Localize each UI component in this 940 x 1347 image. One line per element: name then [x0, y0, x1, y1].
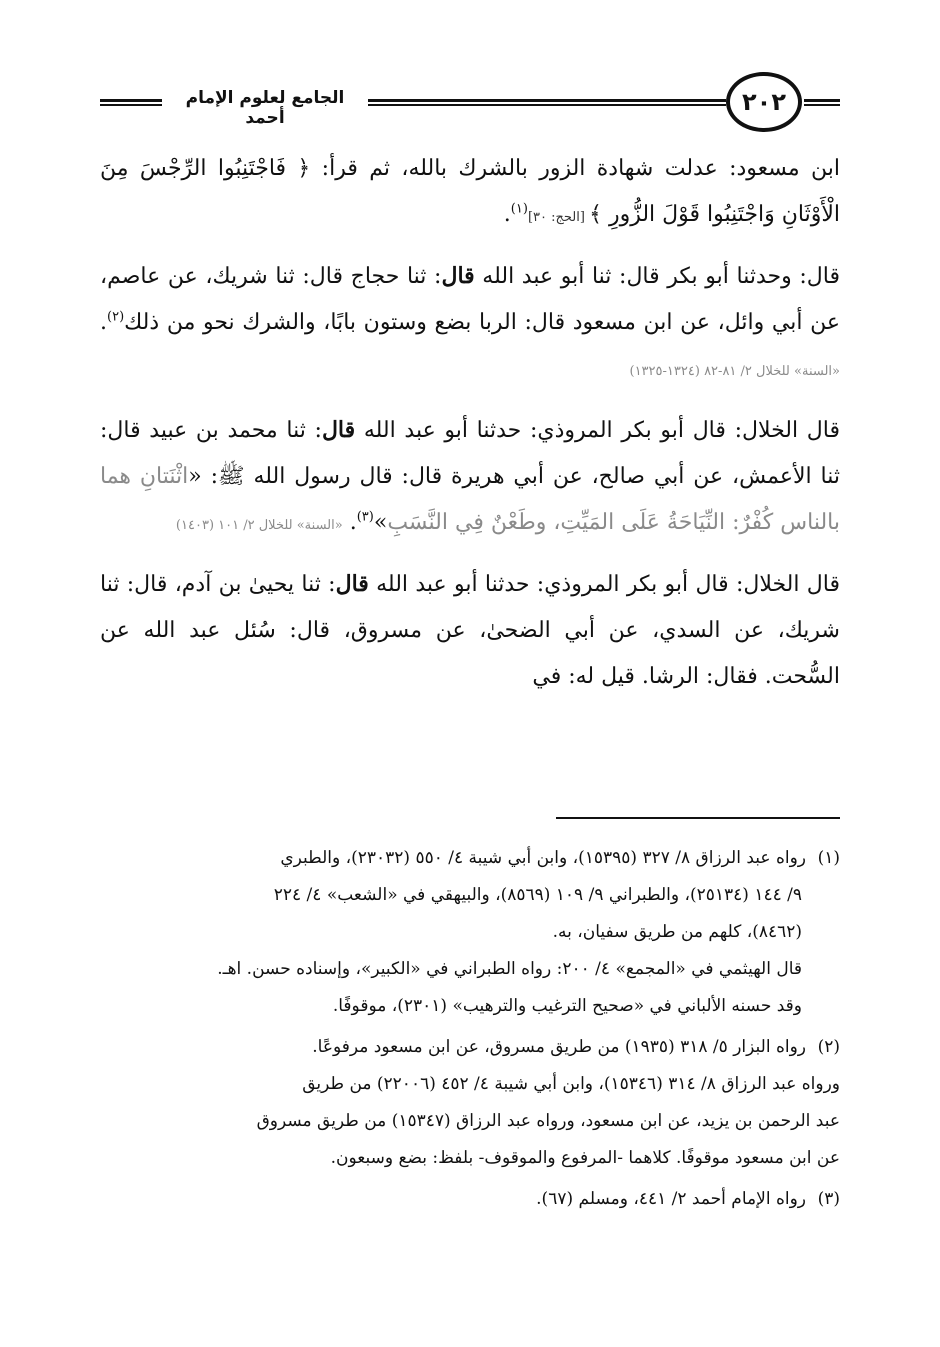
footnote-3-number: (٣) [817, 1189, 840, 1209]
paragraph-1-text: ابن مسعود: عدلت شهادة الزور بالشرك بالله، ثم قرأ: [310, 156, 841, 181]
hadith-text: اثْنَتانِ هما بالناس كُفْرٌ: النِّيَاحَةُ عَلَى المَيِّتِ، وطَعْنٌ فِي النَّسَبِ [100, 464, 840, 535]
running-title: الجامع لعلوم الإمام أحمد [185, 88, 345, 128]
paragraph-4 [100, 561, 840, 700]
header-rule-left [100, 99, 162, 106]
footnote-3-line-1 [100, 1181, 840, 1218]
page-number-badge [726, 72, 802, 132]
paragraph-3 [100, 407, 840, 549]
paragraph-2-text-a: قال: وحدثنا أبو بكر قال: ثنا أبو عبد الله [474, 264, 840, 289]
paragraph-3-end: . [342, 510, 357, 535]
footnote-marker-2[interactable]: (٢) [107, 309, 125, 325]
paragraph-3-qala: قال [321, 417, 356, 443]
main-text [100, 146, 840, 712]
paragraph-2-qala: قال [441, 263, 475, 289]
quran-reference: [الحج: ٣٠] [527, 210, 590, 225]
footnote-2 [100, 1029, 840, 1177]
page-header [100, 72, 840, 136]
footnote-2-number: (٢) [817, 1037, 840, 1057]
footnote-1-line-3: (٨٤٦٢)، كلهم من طريق سفيان، به. [552, 922, 802, 942]
header-rule-middle [368, 99, 726, 106]
footnote-marker-3[interactable]: (٣) [356, 509, 374, 525]
footnote-2-text-1: رواه البزار ٥/ ٣١٨ (١٩٣٥) من طريق مسروق، عن ابن مسعود مرفوعًا. [312, 1037, 806, 1057]
header-rule-right [804, 99, 840, 106]
footnote-1 [100, 840, 840, 1025]
paragraph-2-text-b: : ثنا حجاج قال: ثنا شريك، عن عاصم، عن أبي وائل، عن ابن مسعود قال: الربا بضع وستون بابًا، والشرك نحو من ذلك [100, 264, 840, 335]
paragraph-2-end: . [100, 310, 107, 335]
quran-verse: ﴿ فَاجْتَنِبُوا الرِّجْسَ مِنَ الْأَوْثَانِ وَاجْتَنِبُوا قَوْلَ الزُّورِ ﴾ [100, 156, 840, 227]
footnotes [100, 840, 840, 1222]
footnote-2-note-2: عبد الرحمن بن يزيد، عن ابن مسعود، ورواه عبد الرزاق (١٥٣٤٧) من طريق مسروق [256, 1111, 840, 1131]
paragraph-1-end: . [503, 202, 511, 227]
source-citation-2: «السنة» للخلال ٢/ ٨١-٨٢ (١٣٢٤-١٣٢٥) [629, 364, 840, 379]
page-number: ٢٠٢ [742, 88, 786, 116]
paragraph-3-text-b: : ثنا محمد بن عبيد قال: ثنا الأعمش، عن أبي صالح، عن أبي هريرة قال: قال رسول الله ﷺ: « [100, 418, 840, 489]
footnote-2-line-1 [100, 1029, 840, 1066]
paragraph-2 [100, 253, 840, 395]
footnote-2-note-3: عن ابن مسعود موقوفًا. كلاهما -المرفوع والموقوف- بلفظ: بضع وسبعون. [330, 1148, 840, 1168]
footnote-1-text-1: رواه عبد الرزاق ٨/ ٣٢٧ (١٥٣٩٥)، وابن أبي شيبة ٤/ ٥٥٠ (٢٣٠٣٢)، والطبري [280, 848, 806, 868]
paragraph-4-text-b: : ثنا يحيىٰ بن آدم، قال: ثنا شريك، عن السدي، عن أبي الضحىٰ، عن مسروق، قال: سُئل عبد الله عن السُّحت. فقال: الرشا. قيل له: في [100, 572, 840, 689]
paragraph-1 [100, 146, 840, 241]
footnote-3 [100, 1181, 840, 1218]
paragraph-4-text-a: قال الخلال: قال أبو بكر المروذي: حدثنا أبو عبد الله [368, 572, 840, 597]
footnote-2-note-1: ورواه عبد الرزاق ٨/ ٣١٤ (١٥٣٤٦)، وابن أبي شيبة ٤/ ٤٥٢ (٢٢٠٠٦) من طريق [302, 1074, 840, 1094]
paragraph-3-text-a: قال الخلال: قال أبو بكر المروذي: حدثنا أبو عبد الله [355, 418, 840, 443]
footnote-1-note-1: قال الهيثمي في «المجمع» ٤/ ٢٠٠: رواه الطبراني في «الكبير»، وإسناده حسن. اهـ. [217, 959, 802, 979]
footnote-1-number: (١) [817, 848, 840, 868]
hadith-close-quote: » [373, 510, 388, 535]
paragraph-4-qala: قال [335, 571, 369, 597]
footnote-1-line-2: ٩/ ١٤٤ (٢٥١٣٤)، والطبراني ٩/ ١٠٩ (٨٥٦٩)، والبيهقي في «الشعب» ٤/ ٢٢٤ [273, 885, 802, 905]
source-citation-3: «السنة» للخلال ٢/ ١٠١ (١٤٠٣) [175, 518, 343, 533]
footnote-1-note-2: وقد حسنه الألباني في «صحيح الترغيب والترهيب» (٢٣٠١)، موقوفًا. [332, 996, 802, 1016]
footnote-marker-1[interactable]: (١) [510, 201, 528, 217]
footnote-divider [556, 817, 840, 819]
footnote-1-line-1 [100, 840, 840, 877]
footnote-3-text-1: رواه الإمام أحمد ٢/ ٤٤١، ومسلم (٦٧). [536, 1189, 806, 1209]
